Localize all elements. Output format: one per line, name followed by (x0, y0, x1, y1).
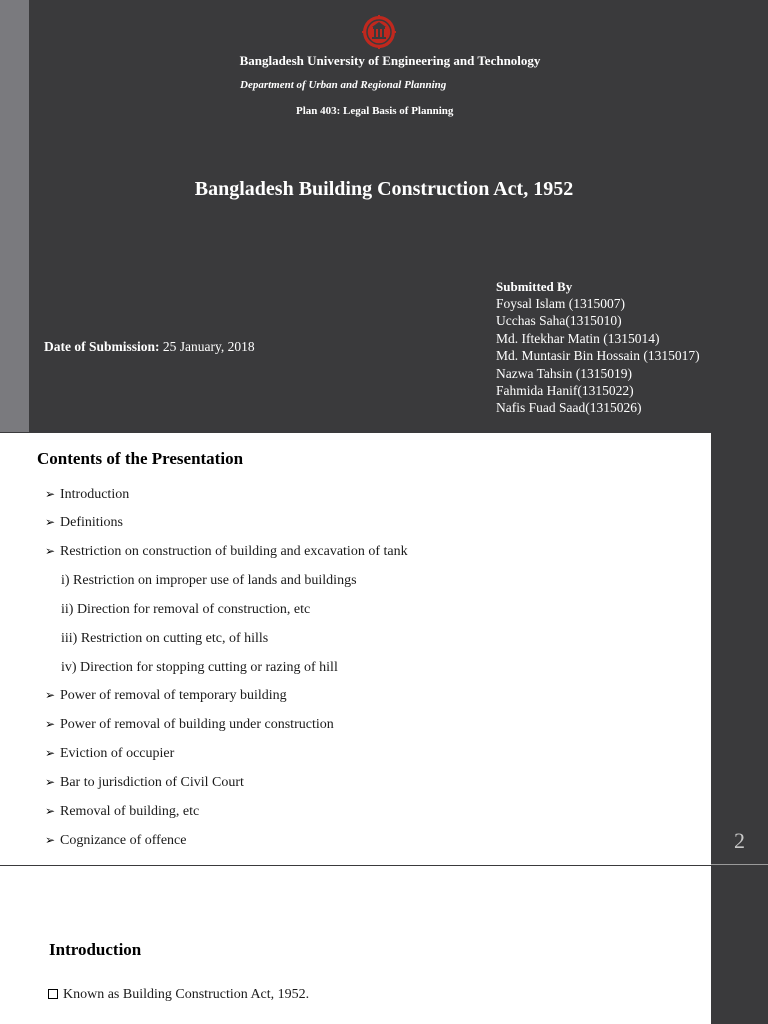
member-item: Ucchas Saha(1315010) (496, 313, 622, 329)
arrow-bullet-icon: ➢ (45, 804, 56, 818)
department-name: Department of Urban and Regional Planning (240, 79, 447, 91)
member-item: Foysal Islam (1315007) (496, 296, 625, 311)
list-item (45, 804, 199, 820)
member-item: Fahmida Hanif(1315022) (496, 383, 634, 399)
list-item-label: Bar to jurisdiction of Civil Court (60, 775, 244, 790)
checkbox-bullet-icon (48, 989, 58, 999)
submission-date-label: Date of Submission: (44, 339, 160, 354)
list-item-label: Power of removal of building under construction (60, 717, 334, 732)
list-item-label: Power of removal of temporary building (60, 688, 287, 703)
title-slide (0, 0, 768, 432)
slide-number-divider (711, 864, 768, 865)
contents-heading: Contents of the Presentation (37, 449, 244, 468)
list-subitem: ii) Direction for removal of construction, etc (61, 602, 311, 617)
slide-number: 2 (734, 828, 745, 853)
list-item-label: Definitions (60, 515, 123, 530)
arrow-bullet-icon: ➢ (45, 688, 56, 702)
introduction-slide-side-panel (711, 866, 768, 1024)
list-item (45, 833, 186, 849)
university-seal-icon (362, 15, 396, 49)
university-name: Bangladesh University of Engineering and Technology (239, 53, 541, 68)
list-item (45, 688, 287, 704)
arrow-bullet-icon: ➢ (45, 746, 56, 760)
member-item: Md. Muntasir Bin Hossain (1315017) (496, 348, 700, 364)
list-item (45, 544, 408, 560)
list-item-label: Restriction on construction of building and excavation of tank (60, 544, 408, 559)
member-list (496, 295, 700, 417)
introduction-point-text: Known as Building Construction Act, 1952. (63, 987, 310, 1002)
member-item: Nafis Fuad Saad(1315026) (496, 400, 642, 416)
arrow-bullet-icon: ➢ (45, 775, 56, 789)
list-item-label: Introduction (60, 487, 130, 502)
list-subitem: iii) Restriction on cutting etc, of hills (61, 631, 269, 646)
list-item-label: Cognizance of offence (60, 833, 187, 848)
arrow-bullet-icon: ➢ (45, 515, 56, 529)
list-item (45, 717, 334, 733)
submission-date (44, 339, 255, 355)
list-item-label: Eviction of occupier (60, 746, 175, 761)
list-item (45, 515, 123, 531)
list-subitem: i) Restriction on improper use of lands and buildings (61, 573, 357, 588)
list-item (45, 487, 129, 503)
list-item-label: Removal of building, etc (60, 804, 200, 819)
arrow-bullet-icon: ➢ (45, 717, 56, 731)
member-item: Md. Iftekhar Matin (1315014) (496, 330, 660, 346)
list-item (45, 746, 174, 762)
arrow-bullet-icon: ➢ (45, 544, 56, 558)
submission-date-value: 25 January, 2018 (159, 339, 255, 354)
contents-slide-side-panel (711, 433, 768, 865)
introduction-point (48, 987, 309, 1003)
list-item (45, 775, 244, 791)
member-item: Nazwa Tahsin (1315019) (496, 365, 633, 381)
introduction-heading: Introduction (49, 940, 142, 959)
submitted-by-label: Submitted By (496, 279, 573, 294)
arrow-bullet-icon: ➢ (45, 487, 56, 501)
presentation-title: Bangladesh Building Construction Act, 1952 (194, 178, 574, 200)
course-name: Plan 403: Legal Basis of Planning (296, 105, 454, 117)
arrow-bullet-icon: ➢ (45, 833, 56, 847)
list-subitem: iv) Direction for stopping cutting or razing of hill (61, 660, 338, 675)
